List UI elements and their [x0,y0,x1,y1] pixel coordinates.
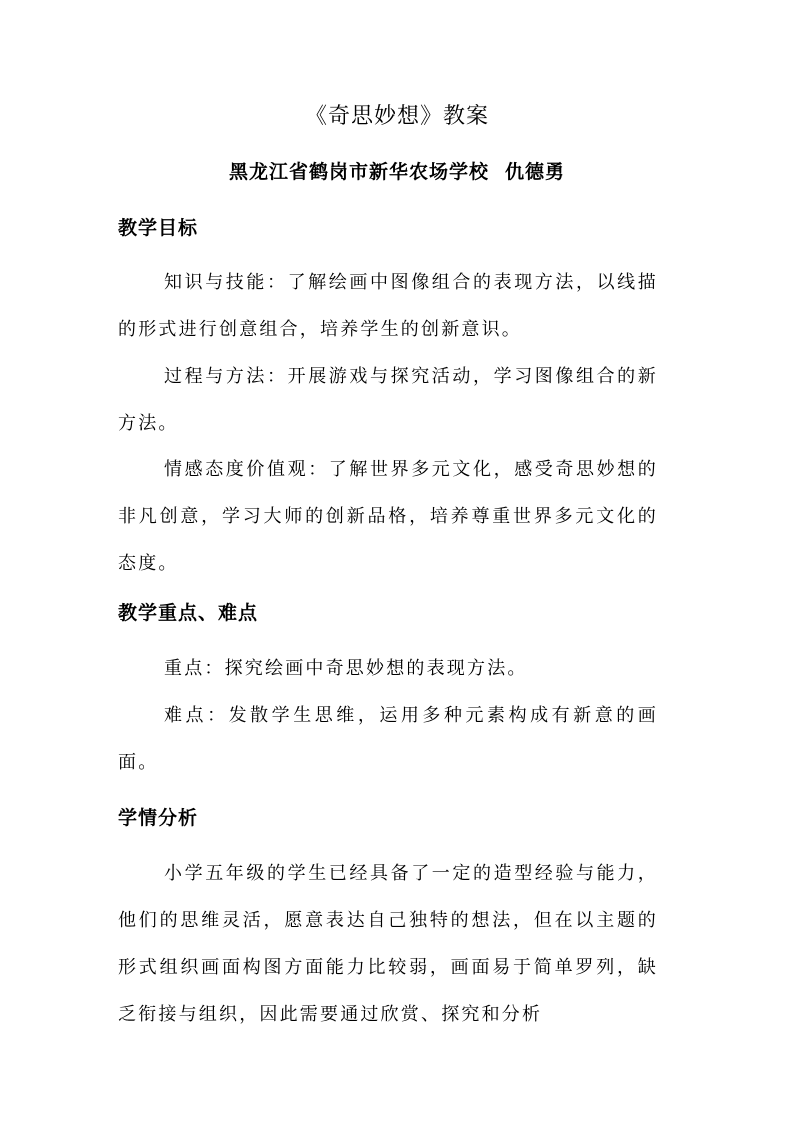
section-heading-teaching-goals: 教学目标 [118,217,199,239]
paragraph-knowledge-skills: 知识与技能：了解绘画中图像组合的表现方法，以线描的形式进行创意组合，培养学生的创新意识。 [118,272,658,340]
paragraph-process-methods: 过程与方法：开展游戏与探究活动，学习图像组合的新方法。 [118,366,658,434]
paragraph-emotion-attitude: 情感态度价值观：了解世界多元文化，感受奇思妙想的非凡创意，学习大师的创新品格，培养尊重世界多元文化的态度。 [118,459,658,574]
author-name: 仇德勇 [505,161,566,183]
document-title: 《奇思妙想》教案 [304,104,489,129]
paragraph-student-analysis: 小学五年级的学生已经具备了一定的造型经验与能力，他们的思维灵活，愿意表达自己独特的想法，但在以主题的形式组织画面构图方面能力比较弱，画面易于简单罗列，缺乏衔接与组织，因此需要通过欣赏、探究和分析 [118,863,658,1025]
section-heading-student-analysis: 学情分析 [118,807,199,829]
author-line [0,156,794,188]
author-school: 黑龙江省鹤岗市新华农场学校 [228,161,489,183]
section-heading-key-points: 教学重点、难点 [118,602,259,624]
paragraph-difficult-point: 难点：发散学生思维，运用多种元素构成有新意的画面。 [118,705,658,773]
paragraph-key-point: 重点：探究绘画中奇思妙想的表现方法。 [164,658,528,679]
